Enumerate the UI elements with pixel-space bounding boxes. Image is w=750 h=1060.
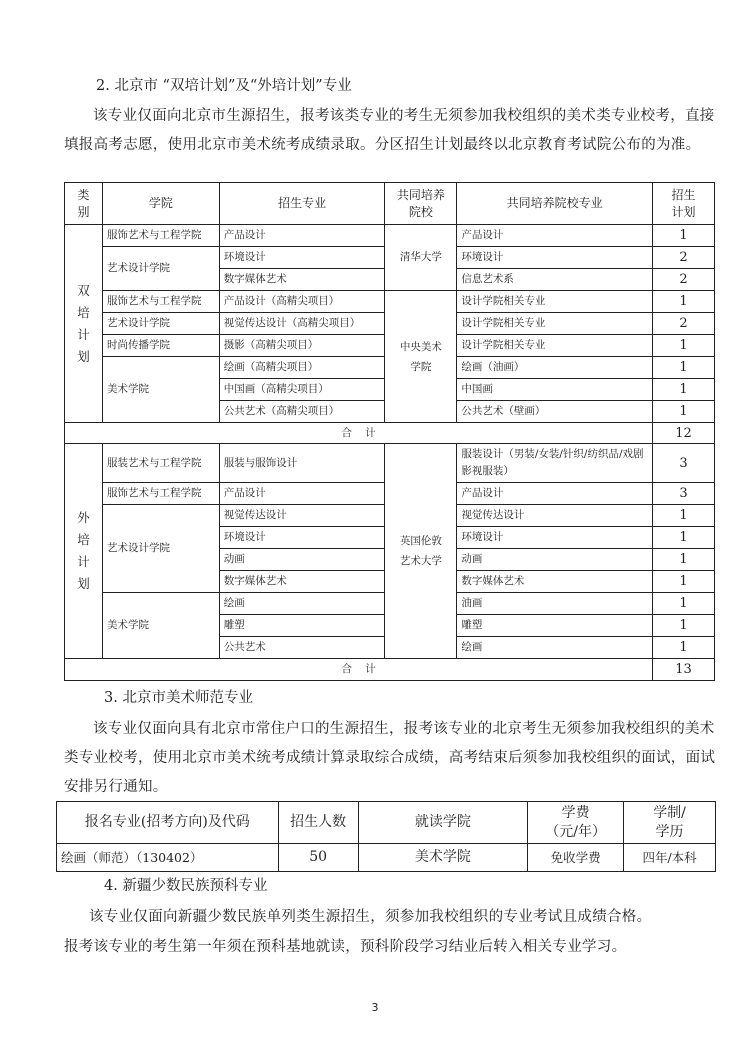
partner-major-cell: 设计学院相关专业	[457, 313, 653, 335]
section3-heading: 3. 北京市美术师范专业	[104, 690, 253, 706]
college-cell: 艺术设计学院	[102, 247, 219, 291]
partner-major-cell: 环境设计	[457, 247, 653, 269]
section4-paragraph-1: 该专业仅面向新疆少数民族单列类生源招生，须参加我校组织的专业考试且成绩合格。	[89, 909, 652, 925]
major-cell: 数字媒体艺术	[219, 571, 385, 593]
college-cell: 美术学院	[358, 844, 528, 872]
table-header-row	[65, 183, 715, 225]
partner-major-cell: 服装设计（男装/女装/针织/纺织品/戏剧影视服装）	[457, 444, 653, 483]
plan-cell: 3	[653, 444, 715, 483]
major-cell: 视觉传达设计	[219, 505, 385, 527]
partner-major-cell: 动画	[457, 549, 653, 571]
major-cell: 视觉传达设计（高精尖项目）	[219, 313, 385, 335]
partner-cell: 中央美术 学院	[385, 291, 457, 423]
partner-major-cell: 中国画	[457, 379, 653, 401]
partner-major-cell: 环境设计	[457, 527, 653, 549]
partner-major-cell: 公共艺术（壁画）	[457, 401, 653, 423]
total-label: 合 计	[65, 659, 653, 681]
college-cell: 美术学院	[102, 593, 219, 659]
tuition-cell: 免收学费	[528, 844, 624, 872]
college-cell: 服装艺术与工程学院	[102, 444, 219, 483]
total-row	[65, 423, 715, 444]
plan-cell: 1	[653, 291, 715, 313]
major-cell: 摄影（高精尖项目）	[219, 335, 385, 357]
plan-cell: 1	[653, 335, 715, 357]
total-value: 13	[653, 659, 715, 681]
enrollment-cell: 50	[278, 844, 358, 872]
partner-major-cell: 产品设计	[457, 483, 653, 505]
header-major: 招生专业	[219, 183, 385, 225]
header-plan: 招生 计划	[653, 183, 715, 225]
category-shuangpei: 双 培 计 划	[65, 225, 103, 423]
category-waipei: 外 培 计 划	[65, 444, 103, 659]
major-cell: 产品设计（高精尖项目）	[219, 291, 385, 313]
plan-cell: 1	[653, 357, 715, 379]
major-cell: 中国画（高精尖项目）	[219, 379, 385, 401]
plan-cell: 1	[653, 571, 715, 593]
college-cell: 服饰艺术与工程学院	[102, 291, 219, 313]
table-row	[57, 844, 716, 872]
major-cell: 环境设计	[219, 527, 385, 549]
college-cell: 服饰艺术与工程学院	[102, 483, 219, 505]
section3-paragraph: 该专业仅面向具有北京市常住户口的生源招生，报考该专业的北京考生无须参加我校组织的美术类专业校考，使用北京市美术统考成绩计算录取综合成绩，高考结束后须参加我校组织的面试，面试安排另行通知。	[64, 721, 716, 795]
major-cell: 绘画	[219, 593, 385, 615]
major-cell: 绘画（高精尖项目）	[219, 357, 385, 379]
duration-cell: 四年/本科	[624, 844, 716, 872]
plan-cell: 1	[653, 225, 715, 247]
section4-paragraph-2: 报考该专业的考生第一年须在预科基地就读，预科阶段学习结业后转入相关专业学习。	[64, 939, 627, 955]
normal-major-table	[56, 801, 716, 872]
plan-cell: 1	[653, 549, 715, 571]
header-college: 就读学院	[358, 802, 528, 844]
plan-cell: 1	[653, 379, 715, 401]
header-partner-major: 共同培养院校专业	[457, 183, 653, 225]
partner-major-cell: 绘画（油画）	[457, 357, 653, 379]
plan-cell: 1	[653, 615, 715, 637]
major-cell: 公共艺术	[219, 637, 385, 659]
table-row	[65, 225, 715, 247]
partner-major-cell: 数字媒体艺术	[457, 571, 653, 593]
major-cell: 动画	[219, 549, 385, 571]
header-category: 类 别	[65, 183, 103, 225]
plan-cell: 2	[653, 247, 715, 269]
major-cell: 雕塑	[219, 615, 385, 637]
plan-cell: 1	[653, 401, 715, 423]
plan-cell: 1	[653, 527, 715, 549]
partner-major-cell: 雕塑	[457, 615, 653, 637]
total-label: 合 计	[65, 423, 653, 444]
partner-major-cell: 产品设计	[457, 225, 653, 247]
section4-heading: 4. 新疆少数民族预科专业	[104, 878, 268, 894]
major-cell: 服装与服饰设计	[219, 444, 385, 483]
plan-cell: 1	[653, 593, 715, 615]
partner-major-cell: 油画	[457, 593, 653, 615]
page-number: 3	[371, 1001, 379, 1014]
section2-heading: 2. 北京市 “双培计划”及“外培计划”专业	[96, 78, 352, 94]
major-cell: 数字媒体艺术	[219, 269, 385, 291]
total-row	[65, 659, 715, 681]
total-value: 12	[653, 423, 715, 444]
major-cell: 环境设计	[219, 247, 385, 269]
partner-major-cell: 视觉传达设计	[457, 505, 653, 527]
plan-cell: 2	[653, 269, 715, 291]
table-row	[65, 444, 715, 483]
header-college: 学院	[102, 183, 219, 225]
college-cell: 时尚传播学院	[102, 335, 219, 357]
major-code-cell: 绘画（师范）（130402）	[57, 844, 279, 872]
section2-paragraph: 该专业仅面向北京市生源招生，报考该类专业的考生无须参加我校组织的美术类专业校考，直接填报高考志愿，使用北京市美术统考成绩录取。分区招生计划最终以北京教育考试院公布的为准。	[64, 108, 715, 153]
header-duration: 学制/ 学历	[624, 802, 716, 844]
partner-major-cell: 设计学院相关专业	[457, 335, 653, 357]
college-cell: 美术学院	[102, 357, 219, 423]
college-cell: 服饰艺术与工程学院	[102, 225, 219, 247]
plan-cell: 1	[653, 505, 715, 527]
table-row	[65, 291, 715, 313]
joint-training-table	[64, 182, 715, 681]
table-header-row	[57, 802, 716, 844]
major-cell: 产品设计	[219, 225, 385, 247]
plan-cell: 2	[653, 313, 715, 335]
header-tuition: 学费 （元/年）	[528, 802, 624, 844]
college-cell: 艺术设计学院	[102, 505, 219, 593]
college-cell: 艺术设计学院	[102, 313, 219, 335]
partner-major-cell: 信息艺术系	[457, 269, 653, 291]
partner-major-cell: 设计学院相关专业	[457, 291, 653, 313]
partner-major-cell: 绘画	[457, 637, 653, 659]
header-major-code: 报名专业(招考方向)及代码	[57, 802, 279, 844]
partner-cell: 清华大学	[385, 225, 457, 291]
major-cell: 公共艺术（高精尖项目）	[219, 401, 385, 423]
partner-cell: 英国伦敦 艺术大学	[385, 444, 457, 659]
major-cell: 产品设计	[219, 483, 385, 505]
plan-cell: 1	[653, 637, 715, 659]
plan-cell: 3	[653, 483, 715, 505]
header-partner: 共同培养 院校	[385, 183, 457, 225]
header-enrollment: 招生人数	[278, 802, 358, 844]
